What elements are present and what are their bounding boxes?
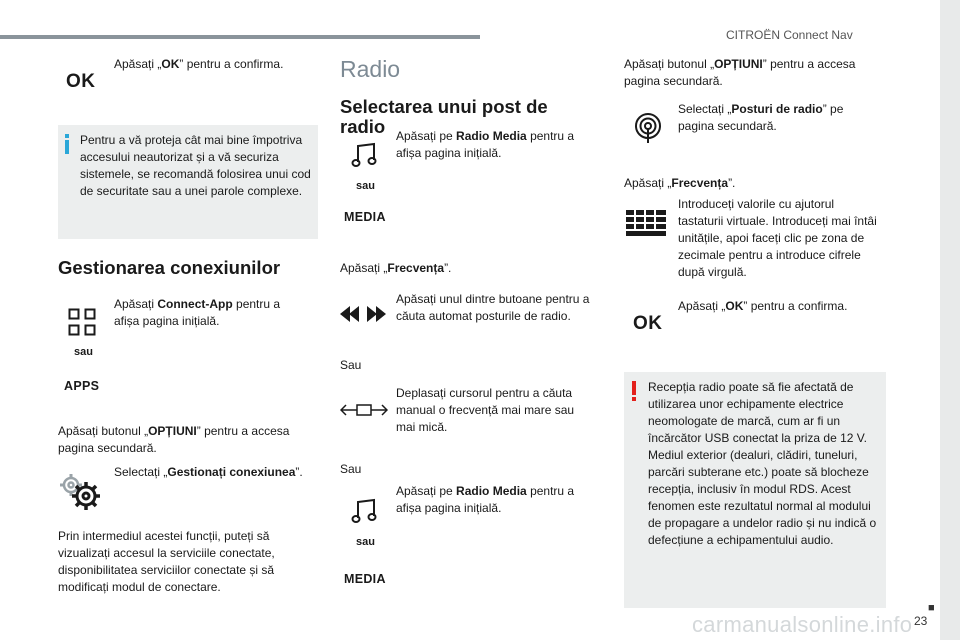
radio-media-text-2: Apăsați pe Radio Media pentru a afișa pagina inițială. bbox=[396, 484, 575, 515]
ok-icon-2: OK bbox=[633, 313, 663, 334]
cursor-text: Deplasați cursorul pentru a căuta manual o frecvență mai mare sau mai mică. bbox=[396, 386, 575, 434]
watermark: carmanualsonline.info bbox=[692, 612, 913, 637]
connect-app-text: Apăsați Connect-App pentru a afișa pagina inițială. bbox=[114, 297, 281, 328]
connect-app-icon bbox=[68, 308, 96, 336]
manage-connection-text: Selectați „Gestionați conexiunea”. bbox=[114, 465, 303, 479]
or-label-1: Sau bbox=[340, 358, 362, 372]
media-label-2: MEDIA bbox=[344, 572, 386, 586]
info-text: Pentru a vă proteja cât mai bine împotriva accesului neautorizat și a vă securiza sistemele, se recomandă folosirea unui cod de securitate sau a unei parole complexe. bbox=[80, 133, 311, 198]
sau-label-2: sau bbox=[356, 536, 375, 548]
frequency-cursor-icon bbox=[340, 403, 388, 417]
media-label-1: MEDIA bbox=[344, 210, 386, 224]
page-number: 23 bbox=[914, 614, 928, 628]
header-title: CITROËN Connect Nav bbox=[726, 28, 853, 42]
ok-icon: OK bbox=[66, 71, 96, 92]
select-station-heading-line1: Selectarea unui post de bbox=[340, 96, 548, 117]
warning-icon bbox=[630, 381, 638, 401]
radio-stations-icon bbox=[633, 112, 663, 144]
seek-text: Apăsați unul dintre butoane pentru a căuta automat posturile de radio. bbox=[396, 292, 590, 323]
right-sidebar bbox=[940, 0, 960, 640]
sau-label-1: sau bbox=[356, 180, 375, 192]
ok-confirm-text: Apăsați „OK” pentru a confirma. bbox=[114, 57, 284, 71]
page-marker: ■ bbox=[928, 602, 935, 614]
section-title-connections: Gestionarea conexiunilor bbox=[58, 257, 281, 278]
radio-stations-text: Selectați „Posturi de radio” pe pagina secundară. bbox=[678, 102, 844, 133]
options-text: Apăsați butonul „OPȚIUNI” pentru a accesa pagina secundară. bbox=[58, 424, 290, 455]
warning-text: Recepția radio poate să fie afectată de utilizarea unor echipamente electrice neomologate de marcă, cum ar fi un încărcător USB conectat la priza de 12 V. Mediul exterior (dealuri, clădiri, tuneluri, parcări subterane etc.) poate să blocheze recepția, inclusiv în modul RDS. Acest fenomen este rezultatul normal al modului de propagare a undelor radio și nu indică o defecțiune a echipamentului audio. bbox=[648, 380, 877, 547]
sau-label: sau bbox=[74, 346, 93, 358]
radio-heading: Radio bbox=[340, 56, 401, 82]
apps-label: APPS bbox=[64, 379, 100, 393]
select-station-heading-line2: radio bbox=[340, 116, 386, 137]
options-text-2: Apăsați butonul „OPȚIUNI” pentru a accesa pagina secundară. bbox=[624, 57, 856, 88]
music-note-icon bbox=[351, 498, 377, 524]
info-icon bbox=[63, 134, 71, 154]
radio-media-text-1: Apăsați pe Radio Media pentru a afișa pagina inițială. bbox=[396, 129, 575, 160]
seek-arrows-icon bbox=[340, 304, 386, 324]
settings-gears-icon bbox=[58, 472, 102, 512]
header-rule bbox=[0, 35, 480, 39]
frequency-text-2: Apăsați „Frecvența”. bbox=[624, 176, 736, 190]
music-note-icon bbox=[351, 142, 377, 168]
ok-confirm-text-2: Apăsați „OK” pentru a confirma. bbox=[678, 299, 848, 313]
keypad-text: Introduceți valorile cu ajutorul tastaturii virtuale. Introduceți mai întâi unitățile, apoi faceți clic pe zona de zecimale pentru a introduce cifrele după virgulă. bbox=[678, 197, 877, 279]
frequency-text: Apăsați „Frecvența”. bbox=[340, 261, 452, 275]
or-label-2: Sau bbox=[340, 462, 362, 476]
keypad-icon bbox=[626, 210, 666, 236]
final-paragraph: Prin intermediul acestei funcții, puteți să vizualizați accesul la serviciile conectate, disponibilitatea serviciilor conectate și să modificați modul de conectare. bbox=[58, 529, 275, 594]
